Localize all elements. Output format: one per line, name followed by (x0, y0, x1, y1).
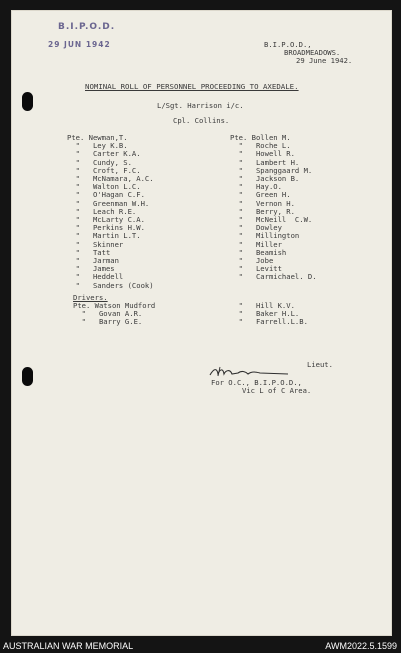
list-item: Pte. Bollen M. (230, 133, 291, 142)
list-item: " Jarman (67, 256, 119, 266)
list-item: " McNeill C.W. (230, 215, 313, 225)
list-item: " Cundy, S. (67, 157, 132, 167)
list-item: " Millington (230, 231, 300, 241)
list-item: Pte. Newman,T. (67, 133, 128, 142)
punch-hole-top (22, 92, 33, 111)
stamp-org: B.I.P.O.D. (58, 22, 116, 32)
document-page (11, 10, 392, 636)
list-item: " Heddell (67, 272, 124, 282)
list-item: " Berry, R. (230, 206, 295, 216)
list-item: " Baker H.L. (230, 309, 300, 319)
list-item: " Levitt (230, 264, 282, 274)
list-item: " Jobe (230, 256, 274, 266)
signature-for-line: For O.C., B.I.P.O.D., (211, 378, 302, 387)
list-item: " Martin L.T. (67, 231, 141, 241)
list-item: " Croft, F.C. (67, 165, 141, 175)
list-item: " O'Hagan C.F. (67, 190, 145, 200)
list-item: " Perkins H.W. (67, 223, 145, 233)
drivers-heading: Drivers. (73, 293, 108, 302)
handwritten-signature (208, 366, 290, 378)
list-item: " Spanggaard M. (230, 165, 313, 175)
list-item: " Tatt (67, 247, 111, 257)
stamp-date: 29 JUN 1942 (48, 40, 111, 49)
header-date: 29 June 1942. (296, 56, 353, 65)
list-item: " Carter K.A. (67, 149, 141, 159)
list-item: " Jackson B. (230, 174, 300, 184)
list-item: " Barry G.E. (73, 317, 143, 327)
list-item: " Roche L. (230, 141, 291, 151)
list-item: " Greenman W.H. (67, 198, 150, 208)
signature-rank: Lieut. (307, 360, 333, 369)
signature-area-line: Vic L of C Area. (242, 386, 312, 395)
list-item: " Dowley (230, 223, 282, 233)
drivers-right (230, 302, 308, 327)
header-org: B.I.P.O.D., (264, 40, 312, 49)
footer-credit: AUSTRALIAN WAR MEMORIAL (3, 641, 134, 651)
list-item: " McNamara, A.C. (67, 174, 154, 184)
list-item: " Sanders (Cook) (67, 280, 154, 290)
list-item: " Howell R. (230, 149, 295, 159)
list-item: " Govan A.R. (73, 309, 143, 319)
list-item: " McLarty C.A. (67, 215, 145, 225)
right-column (230, 134, 317, 282)
list-item: Pte. Watson Mudford (73, 301, 156, 310)
leader-corporal: Cpl. Collins. (173, 116, 230, 125)
list-item: " James (67, 264, 115, 274)
punch-hole-bottom (22, 367, 33, 386)
list-item: " Leach R.E. (67, 206, 137, 216)
list-item: " Skinner (67, 239, 124, 249)
header-place: BROADMEADOWS. (284, 48, 341, 57)
list-item: " Beamish (230, 247, 287, 257)
roll-title: NOMINAL ROLL OF PERSONNEL PROCEEDING TO AXEDALE. (85, 82, 299, 91)
list-item: " Carmichael. D. (230, 272, 317, 282)
drivers-left (73, 302, 155, 327)
list-item: " Hay.O. (230, 182, 282, 192)
list-item: " Green H. (230, 190, 291, 200)
footer-catalogue-id: AWM2022.5.1599 (325, 641, 397, 651)
list-item: " Vernon H. (230, 198, 295, 208)
footer-bar (0, 638, 401, 653)
left-column (67, 134, 154, 290)
list-item: " Lambert H. (230, 157, 300, 167)
list-item: " Hill K.V. (230, 301, 295, 310)
list-item: " Walton L.C. (67, 182, 141, 192)
leader-sergeant: L/Sgt. Harrison i/c. (157, 101, 244, 110)
list-item: " Miller (230, 239, 282, 249)
list-item: " Farrell.L.B. (230, 317, 308, 327)
list-item: " Ley K.B. (67, 141, 128, 151)
